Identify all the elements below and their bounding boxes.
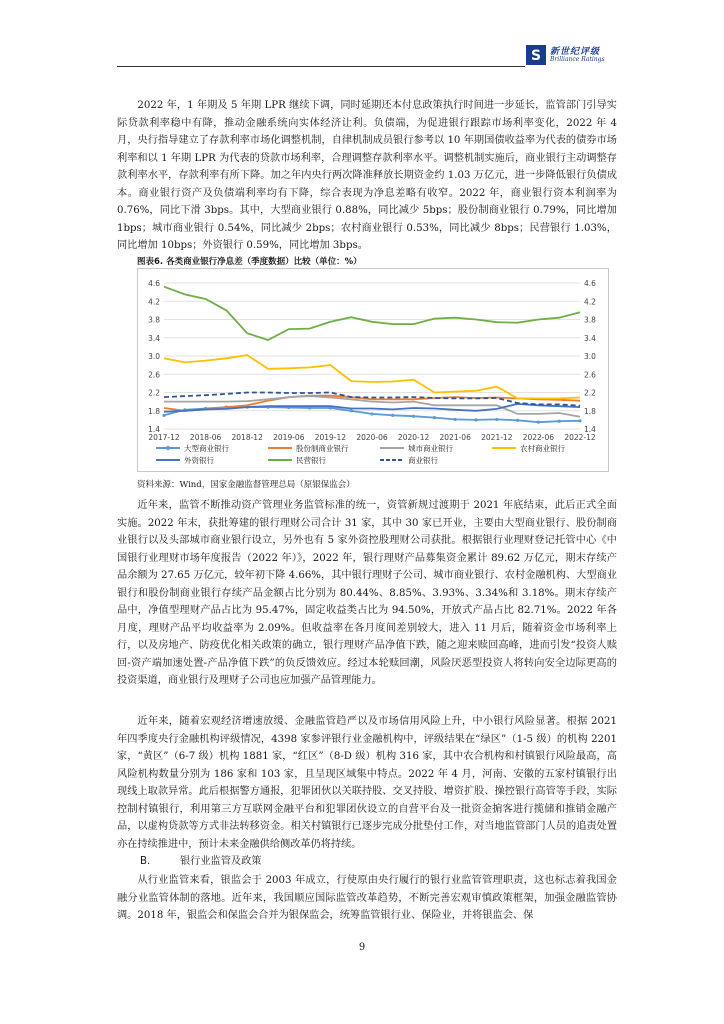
y-tick-label-right: 4.2 [584,297,596,307]
logo-mark-icon [525,44,547,66]
section-heading [140,852,262,867]
section-number: B. [140,856,151,867]
y-tick-label-left: 1.8 [148,406,160,416]
y-tick-label-left: 1.4 [148,425,160,434]
y-tick-label-right: 1.8 [584,406,596,416]
series-point [370,412,373,415]
legend-label: 外资银行 [184,456,214,465]
series-point [578,419,581,422]
series-line [164,355,580,398]
legend-label: 民营银行 [296,456,326,465]
logo-subtitle: Brilliance Ratings [550,56,605,63]
net-interest-margin-chart [138,269,608,471]
chart-title: 图表6. 各类商业银行净息差（季度数据）比较（单位：%） [137,257,362,267]
series-point [350,409,353,412]
legend-label: 股份制商业银行 [296,444,349,453]
x-tick-label: 2018-12 [231,433,263,442]
page-number: 9 [358,942,366,953]
paragraph-small-banks-risk: 近年来，随着宏观经济增速放缓、金融监管趋严以及市场信用风险上升，中小银行风险显著。根据 2021 年四季度央行金融机构评级情况，4398 家参评银行业金融机构中，评级结果在“绿区”（1-5 级）的机构 2201 家，“黄区”（6-7 级）机构 1881 家，“红区”（8-D 级）机构 316 家，其中农合机构和村镇银行风险最高，高风险机构数量分别为 186 家和 103 家，且呈现区域集中特点。2022 年 4 月，河南、安徽的五家村镇银行出现线上取款异常。此后根据警方通报，犯罪团伙以关联持股、交叉持股、增资扩股、操控银行高管等手段，实际控制村镇银行，利用第三方互联网金融平台和犯罪团伙设立的自营平台及一批资金掮客进行揽储和推销金融产品，以虚构贷款等方式非法转移资金。相关村镇银行已逐步完成分批垫付工作，对当地监管部门人员的追责处置亦在持续推进中，预计未来金融供给侧改革仍将持续。 [117,716,617,850]
series-point [558,420,561,423]
paragraph-regulation: 从行业监管来看，银监会于 2003 年成立，行使原由央行履行的银行业监管管理职责，这也标志着我国金融分业监管体制的落地。近年来，我国顺应国际监管改革趋势，不断完善宏观审慎政策框架，加强金融监管协调。2018 年，银监会和保监会合并为银保监会，统筹监管银行业、保险业，并将银监会、保 [117,875,617,921]
x-tick-label: 2018-06 [189,433,222,442]
y-tick-label-left: 3.0 [148,352,160,361]
x-tick-label: 2021-06 [439,433,471,442]
series-point [391,414,394,417]
y-tick-label-left: 2.2 [148,388,160,398]
y-tick-label-right: 2.6 [584,370,596,380]
y-tick-label-left: 2.6 [148,370,160,380]
legend-marker [166,446,170,450]
y-tick-label-right: 2.2 [584,388,596,398]
logo-name: 新世纪评级 [550,47,601,57]
x-tick-label: 2019-12 [314,433,347,442]
paragraph-wealth-management: 近年来，监管不断推动资产管理业务监管标准的统一，资管新规过渡期于 2021 年底结束，此后正式全面实施。2022 年末，获批筹建的银行理财公司合计 31 家，其中 30 家已开业，主要由大型商业银行、股份制商业银行以及头部城市商业银行设立，另外也有 5 家外资控股理财公司获批。根据银行业理财登记托管中心《中国银行业理财市场年度报告（2022 年）》，2022 年，银行理财产品募集资金累计 89.62 万亿元，期末存续产品余额为 27.65 万亿元，较年初下降 4.66%，其中银行理财子公司、城市商业银行、农村金融机构、大型商业银行和股份制商业银行存续产品金额占比分别为 80.44%、8.85%、3.93%、3.34%和 3.18%。期末存续产品中，净值型理财产品占比为 95.47%，固定收益类占比为 94.50%，开放式产品占比 82.71%。2022 年各月度，理财产品平均收益率为 2.09%。但收益率在各月度间差别较大，进入 11 月后，随着资金市场利率上行，以及房地产、防疫优化相关政策的确立，银行理财产品净值下跌，随之迎来赎回高峰，进而引发“投资人赎回-资产端加速处置-产品净值下跌”的负反馈效应。经过本轮赎回潮，风险厌恶型投资人将转向安全边际更高的投资渠道，商业银行及理财子公司也应加强产品管理能力。 [117,500,617,686]
chart-source: 资料来源：Wind，国家金融监督管理总局（原银保监会） [137,480,355,490]
series-point [162,414,165,417]
x-tick-label: 2022-12 [564,433,596,442]
y-tick-label-right: 3.4 [584,333,596,343]
y-tick-label-right: 1.4 [584,425,596,434]
series-point [412,415,415,418]
series-point [433,416,436,419]
legend-label: 城市商业银行 [408,444,453,453]
x-tick-label: 2017-12 [148,433,180,442]
y-tick-label-right: 3.0 [584,352,596,361]
x-tick-label: 2020-12 [397,433,430,442]
legend-label: 大型商业银行 [184,444,229,453]
legend-label: 商业银行 [408,456,438,465]
series-point [454,418,457,421]
x-tick-label: 2021-12 [481,433,513,442]
x-tick-label: 2022-06 [522,433,555,442]
company-logo [525,44,617,78]
series-point [495,418,498,421]
y-tick-label-left: 3.4 [148,333,160,343]
x-tick-label: 2020-06 [356,433,388,442]
y-tick-label-left: 4.2 [148,297,160,307]
legend-label: 农村商业银行 [520,444,565,453]
series-point [537,421,540,424]
series-point [516,419,519,422]
y-tick-label-left: 4.6 [148,279,160,288]
y-tick-label-left: 3.8 [148,315,160,325]
y-tick-label-right: 4.6 [584,279,596,288]
x-tick-label: 2019-06 [273,433,305,442]
series-line [164,287,580,340]
page-header [117,40,617,74]
section-title: 银行业监管及政策 [180,856,262,867]
chart-container [137,268,609,472]
y-tick-label-right: 3.8 [584,315,596,325]
svg-text:S: S [530,48,542,64]
paragraph-lpr: 2022 年，1 年期及 5 年期 LPR 继续下调，同时延期还本付息政策执行时间进一步延长，监管部门引导实际贷款利率稳中有降，推动金融系统向实体经济让利。负债端，为促进银行跟踪市场利率变化，2022 年 4 月，央行指导建立了存款利率市场化调整机制，自律机制成员银行参考以 10 年期国债收益率为代表的债券市场利率和以 1 年期 LPR 为代表的贷款市场利率，合理调整存款利率水平。调整机制实施后，商业银行主动调整存款利率水平，存款利率有所下降。加之年内央行两次降准释放长期资金约 1.03 万亿元，进一步降低银行负债成本。商业银行资产及负债端利率均有下降，综合表现为净息差略有收窄。2022 年，商业银行资本利润率为 0.76%，同比下滑 3bps。其中，大型商业银行 0.88%，同比减少 5bps；股份制商业银行 0.79%，同比增加 1bps；城市商业银行 0.54%，同比减少 2bps；农村商业银行 0.53%，同比减少 8bps；民营银行 1.03%，同比增加 10bps；外资银行 0.59%，同比增加 3bps。 [117,100,617,251]
series-point [474,418,477,421]
